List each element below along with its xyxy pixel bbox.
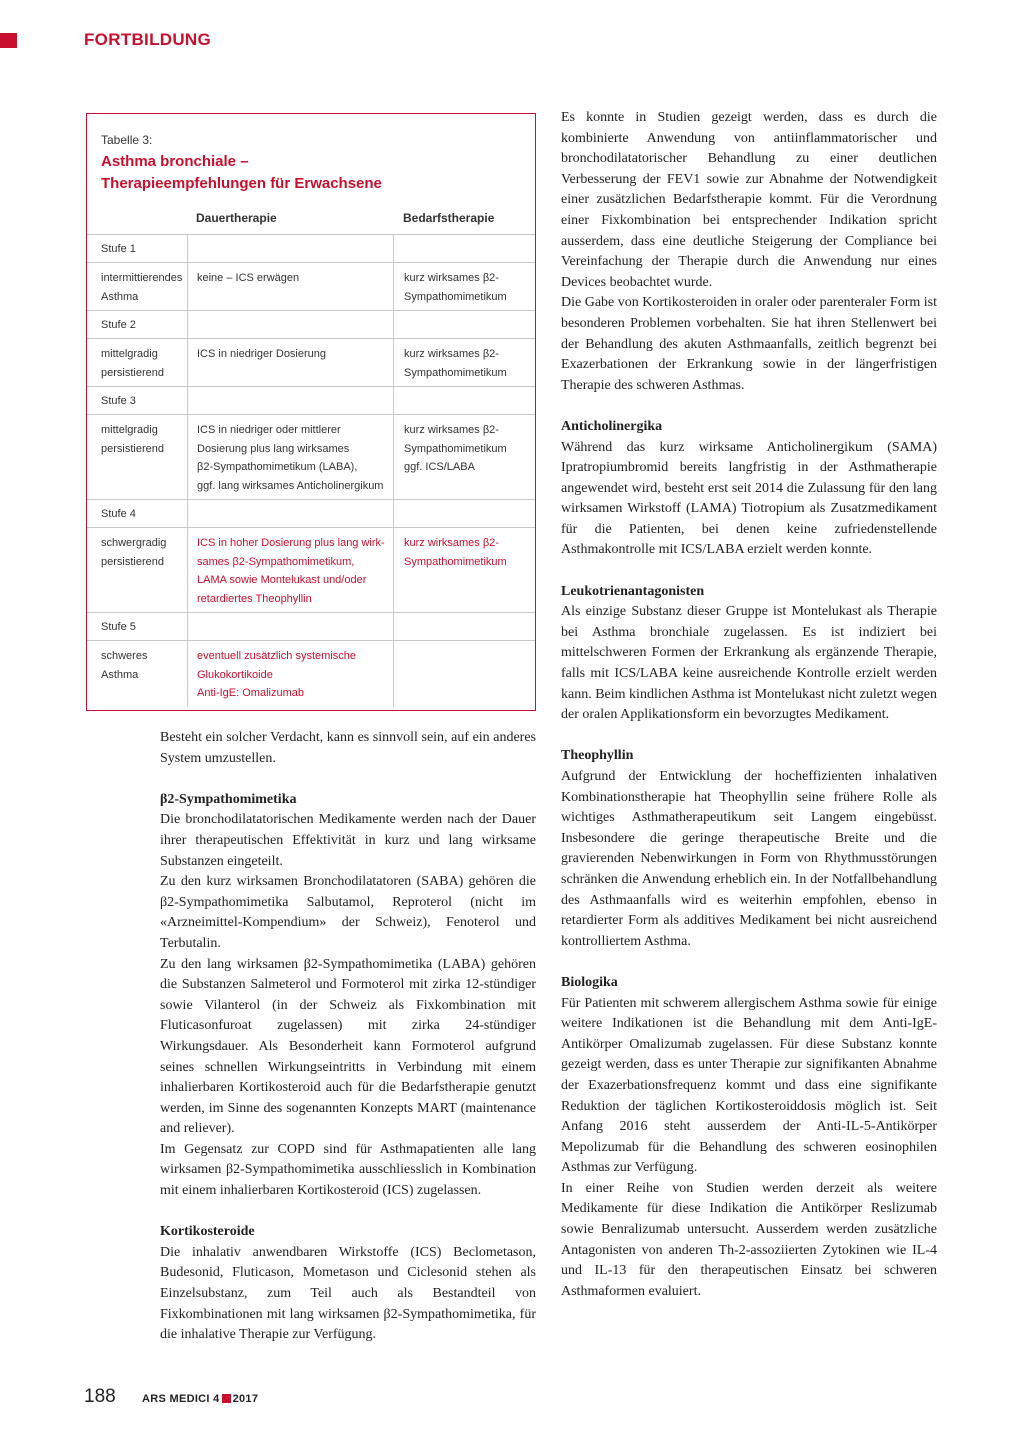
cell-cond bbox=[87, 415, 187, 499]
paragraph: Als einzige Substanz dieser Gruppe ist Montelukast als Therapie bei Asthma bronchiale zugelassen. Es ist indiziert bei mittelschweren Formen der Erkrankung als ergänzende Therapie, falls mit ICS/LABA keine ausreichende Kontrolle erzielt werden kann. Beim kindlichen Asthma ist Montelukast nicht zuletzt wegen der oralen Applikationsform ein bevorzugtes Medikament. bbox=[561, 604, 937, 723]
table-caption: Tabelle 3: bbox=[101, 133, 153, 147]
empty-cell bbox=[187, 235, 393, 262]
table-title-line1: Asthma bronchiale – bbox=[101, 153, 249, 170]
cell-line: Sympathomimetikum bbox=[404, 290, 507, 303]
paragraph: Es konnte in Studien gezeigt werden, dass es durch die kombinierte Anwendung von antiinflammatorischer und bronchodilatatorischer Behandlung zu einer deutlichen Verbesserung der FEV1 sowie zur Abnahme der Notwendigkeit einer zusätzlichen Bedarfstherapie kommt. Für die Verordnung einer Fixkombination bei entsprechender Indikation spricht ausserdem, dass eine deutliche Steigerung der Compliance bei Vereinfachung der Therapie durch die Anwendung nur eines Devices beobachtet wurde. bbox=[561, 110, 937, 290]
table-row bbox=[87, 262, 535, 310]
footer-square-icon bbox=[222, 1394, 231, 1403]
cell-bedarf bbox=[393, 339, 535, 386]
cell-cond bbox=[87, 339, 187, 386]
cell-bedarf bbox=[393, 415, 535, 499]
stufe-label: Stufe 2 bbox=[101, 319, 136, 331]
paragraph: Die bronchodilatatorischen Medikamente werden nach der Dauer ihrer therapeutischen Effektivität in kurz und lang wirksame Substanzen eingeteilt. bbox=[160, 812, 536, 869]
cell-line: ggf. ICS/LABA bbox=[404, 461, 475, 473]
cell-cond bbox=[87, 528, 187, 612]
cell-dauer bbox=[187, 641, 393, 707]
paragraph: Für Patienten mit schwerem allergischem Asthma sowie für einige weitere Indikationen ist die Behandlung mit dem Anti-IgE-Antikörper Omalizumab zugelassen. Für diese Substanz konnte gezeigt werden, dass es unter Therapie zur signifikanten Abnahme der Exazerbationsfrequenz kommt und dass eine signifikante Reduktion der täglichen Kortikosteroiddosis möglich ist. Seit Anfang 2016 steht ausserdem der Anti-IL-5-Antikörper Mepolizumab für die Behandlung des schweren eosinophilen Asthmas zur Verfügung. bbox=[561, 995, 937, 1176]
cell-line: retardiertes Theophyllin bbox=[197, 592, 312, 605]
table-row bbox=[87, 640, 535, 707]
journal-footer bbox=[142, 1393, 258, 1405]
table-title bbox=[101, 151, 382, 195]
cell-line: schweres bbox=[101, 650, 148, 662]
cell-line: ICS in niedriger Dosierung bbox=[197, 348, 327, 360]
cell-line: keine – ICS erwägen bbox=[197, 272, 300, 284]
cell-line: persistierend bbox=[101, 555, 164, 568]
cell-line: Sympathomimetikum bbox=[404, 555, 507, 568]
table-title-line2: Therapieempfehlungen für Erwachsene bbox=[101, 175, 382, 192]
heading-theophyllin: Theophyllin bbox=[561, 748, 634, 764]
cell-line: eventuell zusätzlich systemische bbox=[197, 650, 356, 662]
cell-line: Glukokortikoide bbox=[197, 668, 273, 681]
empty-cell bbox=[393, 235, 535, 262]
paragraph: In einer Reihe von Studien werden derzeit als weitere Medikamente für diese Indikation die Antikörper Reslizumab sowie Benralizumab untersucht. Ausserdem werden zusätzliche Antagonisten von anderen Th-2-assoziierten Zytokinen wie IL-4 und IL-13 für den therapeutischen Einsatz bei schweren Asthmaformen evaluiert. bbox=[561, 1180, 937, 1299]
cell-dauer bbox=[187, 415, 393, 499]
cell-dauer bbox=[187, 528, 393, 612]
table-row bbox=[87, 527, 535, 612]
heading-biologika: Biologika bbox=[561, 974, 618, 990]
therapy-table bbox=[86, 113, 536, 711]
left-column bbox=[160, 728, 536, 1346]
cell-line: kurz wirksames β2- bbox=[404, 424, 499, 436]
header-bedarfstherapie: Bedarfstherapie bbox=[403, 211, 495, 225]
section-label: FORTBILDUNG bbox=[84, 30, 212, 49]
paragraph: Aufgrund der Entwicklung der hocheffizienten inhalativen Kombinationstherapie hat Theophyllin seine frühere Rolle als wichtiges Asthmatherapeutikum seit Langem eingebüsst. Insbesondere die geringe therapeutische Breite und die gravierenden Nebenwirkungen in Form von Rhythmusstörungen schränken die Anwendung erheblich ein. In der Notfallbehandlung des Asthmaanfalls wird es weiterhin empfohlen, ebenso in retardierter Form als additives Medikament bei nicht ausreichend kontrolliertem Asthma. bbox=[561, 769, 937, 949]
section-marker bbox=[0, 33, 17, 48]
paragraph: Die inhalativ anwendbaren Wirkstoffe (ICS) Beclometason, Budesonid, Fluticason, Mometason und Ciclesonid stehen als Einzelsubstanz, zum Teil auch als Bestandteil von Fixkombinationen mit lang wirksamen β2-Sympathomimetika, für die inhalative Therapie zur Verfügung. bbox=[160, 1244, 536, 1343]
cell-line: ggf. lang wirksames Anticholinergikum bbox=[197, 479, 384, 492]
table-stufe-row bbox=[87, 234, 535, 262]
stufe-label: Stufe 3 bbox=[101, 395, 136, 407]
paragraph: Im Gegensatz zur COPD sind für Asthmapatienten alle lang wirksamen β2-Sympathomimetika ausschliesslich in Kombination mit einem inhalierbaren Kortikosteroid (ICS) zugelassen. bbox=[160, 1141, 536, 1199]
cell-line: ICS in niedriger oder mittlerer bbox=[197, 424, 341, 436]
cell-line: Anti-IgE: Omalizumab bbox=[197, 687, 304, 699]
table-row bbox=[87, 338, 535, 386]
stufe-label: Stufe 5 bbox=[101, 621, 136, 633]
cell-line: persistierend bbox=[101, 366, 164, 379]
cell-line: kurz wirksames β2- bbox=[404, 272, 499, 284]
cell-line: Dosierung plus lang wirksames bbox=[197, 442, 350, 455]
paragraph: Zu den lang wirksamen β2-Sympathomimetika (LABA) gehören die Substanzen Salmeterol und Formoterol mit zirka 12-stündiger sowie Vilanterol (in der Schweiz als Fixkombination mit Fluticasonfuroat zugelassen) mit zirka 24-stündiger Wirkungsdauer. Als Besonderheit kann Formoterol aufgrund seines schnellen Wirkungseintritts in Verbindung mit einem inhalierbaren Kortikosteroid auch für die Bedarfstherapie genutzt werden, im Sinne des sogenannten Konzepts MART (maintenance and reliever). bbox=[160, 956, 536, 1137]
empty-cell bbox=[187, 500, 393, 527]
cell-line: kurz wirksames β2- bbox=[404, 348, 499, 360]
cell-line: persistierend bbox=[101, 442, 164, 455]
empty-cell bbox=[187, 613, 393, 640]
cell-line: mittelgradig bbox=[101, 348, 158, 360]
cell-line: Asthma bbox=[101, 290, 139, 303]
empty-cell bbox=[187, 311, 393, 338]
cell-cond bbox=[87, 263, 187, 310]
journal-year: 2017 bbox=[232, 1393, 259, 1405]
empty-cell bbox=[187, 387, 393, 414]
stufe-label: Stufe 1 bbox=[101, 243, 136, 255]
table-stufe-row bbox=[87, 499, 535, 527]
paragraph: Zu den kurz wirksamen Bronchodilatatoren (SABA) gehören die β2-Sympathomimetika Salbutamol, Reproterol (nicht im «Arzneimittel-Kompendium» der Schweiz), Fenoterol und Terbutalin. bbox=[160, 874, 536, 951]
cell-line: LAMA sowie Montelukast und/oder bbox=[197, 574, 367, 586]
table-body bbox=[87, 234, 535, 707]
cell-line: intermittierendes bbox=[101, 272, 183, 284]
journal-name: ARS MEDICI 4 bbox=[142, 1393, 220, 1405]
paragraph: Die Gabe von Kortikosteroiden in oraler oder parenteraler Form ist besonderen Problemen vorbehalten. Sie hat ihren Stellenwert bei der Behandlung des akuten Asthmaanfalls, zeitlich begrenzt bei Exazerbationen der Erkrankung sowie in der längerfristigen Therapie des schweren Asthmas. bbox=[561, 295, 937, 393]
cell-bedarf bbox=[393, 641, 535, 707]
stufe-label: Stufe 4 bbox=[101, 508, 136, 520]
table-stufe-row bbox=[87, 386, 535, 414]
page-number: 188 bbox=[84, 1386, 116, 1407]
header-dauertherapie: Dauertherapie bbox=[196, 211, 277, 225]
heading-beta2: β2-Sympathomimetika bbox=[160, 791, 297, 807]
cell-line: β2-Sympathomimetikum (LABA), bbox=[197, 461, 358, 473]
cell-bedarf bbox=[393, 528, 535, 612]
empty-cell bbox=[393, 500, 535, 527]
table-row bbox=[87, 414, 535, 499]
empty-cell bbox=[393, 311, 535, 338]
paragraph: Während das kurz wirksame Anticholinergikum (SAMA) Ipratropiumbromid bereits langfristig in der Asthmatherapie angewendet wird, besteht erst seit 2014 die Zulassung für den lang wirksamen Wirkstoff (LAMA) Tiotropium als Zusatzmedikament für die Patienten, bei denen keine zufriedenstellende Asthmakontrolle mit ICS/LABA erzielt werden konnte. bbox=[561, 439, 937, 558]
cell-line: kurz wirksames β2- bbox=[404, 537, 499, 549]
paragraph: Besteht ein solcher Verdacht, kann es sinnvoll sein, auf ein anderes System umzustellen. bbox=[160, 730, 536, 766]
heading-anticholinergika: Anticholinergika bbox=[561, 418, 663, 434]
cell-dauer bbox=[187, 263, 393, 310]
heading-leukotrienantagonisten: Leukotrienantagonisten bbox=[561, 583, 705, 599]
empty-cell bbox=[393, 613, 535, 640]
cell-line: sames β2-Sympathomimetikum, bbox=[197, 555, 355, 568]
cell-cond bbox=[87, 641, 187, 707]
cell-line: Asthma bbox=[101, 668, 139, 681]
cell-line: schwergradig bbox=[101, 537, 167, 549]
right-column bbox=[561, 108, 937, 1302]
empty-cell bbox=[393, 387, 535, 414]
cell-line: Sympathomimetikum bbox=[404, 366, 507, 379]
cell-line: Sympathomimetikum bbox=[404, 442, 507, 455]
cell-line: mittelgradig bbox=[101, 424, 158, 436]
table-stufe-row bbox=[87, 612, 535, 640]
heading-kortikosteroide: Kortikosteroide bbox=[160, 1224, 255, 1240]
cell-bedarf bbox=[393, 263, 535, 310]
table-stufe-row bbox=[87, 310, 535, 338]
cell-dauer bbox=[187, 339, 393, 386]
cell-line: ICS in hoher Dosierung plus lang wirk- bbox=[197, 537, 385, 549]
